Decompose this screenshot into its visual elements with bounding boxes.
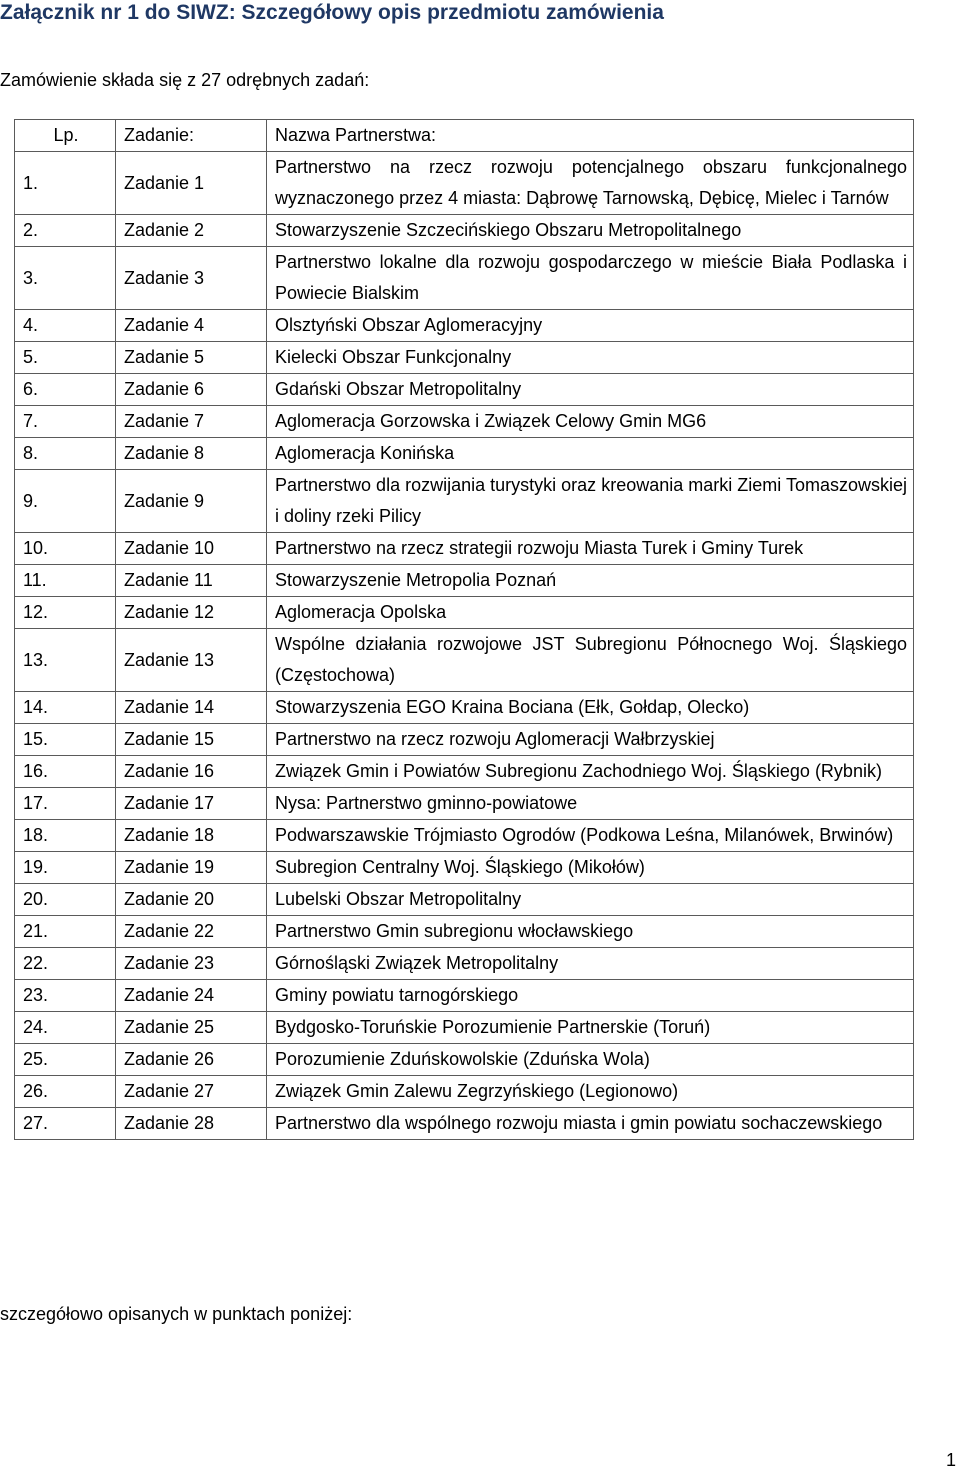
- cell-name: Wspólne działania rozwojowe JST Subregionu Północnego Woj. Śląskiego (Częstochowa): [267, 629, 914, 692]
- table-row: [15, 565, 914, 597]
- cell-lp: 10.: [15, 533, 116, 565]
- header-task: Zadanie:: [116, 120, 267, 152]
- cell-task: Zadanie 7: [116, 406, 267, 438]
- table-row: [15, 470, 914, 533]
- table-row: [15, 374, 914, 406]
- cell-name: Nysa: Partnerstwo gminno-powiatowe: [267, 788, 914, 820]
- cell-lp: 24.: [15, 1012, 116, 1044]
- table-row: [15, 1044, 914, 1076]
- page-number: 1: [945, 1450, 956, 1470]
- cell-name: Partnerstwo Gmin subregionu włocławskiego: [267, 916, 914, 948]
- cell-task: Zadanie 23: [116, 948, 267, 980]
- cell-task: Zadanie 22: [116, 916, 267, 948]
- cell-name: Gdański Obszar Metropolitalny: [267, 374, 914, 406]
- cell-lp: 21.: [15, 916, 116, 948]
- table-row: [15, 916, 914, 948]
- cell-task: Zadanie 28: [116, 1108, 267, 1140]
- cell-task: Zadanie 1: [116, 152, 267, 215]
- cell-task: Zadanie 4: [116, 310, 267, 342]
- cell-name: Kielecki Obszar Funkcjonalny: [267, 342, 914, 374]
- cell-name: Partnerstwo na rzecz rozwoju Aglomeracji Wałbrzyskiej: [267, 724, 914, 756]
- table-row: [15, 724, 914, 756]
- table-row: [15, 215, 914, 247]
- cell-name: Aglomeracja Gorzowska i Związek Celowy Gmin MG6: [267, 406, 914, 438]
- table-body: [15, 152, 914, 1140]
- cell-task: Zadanie 17: [116, 788, 267, 820]
- cell-lp: 23.: [15, 980, 116, 1012]
- cell-lp: 14.: [15, 692, 116, 724]
- cell-lp: 20.: [15, 884, 116, 916]
- table-row: [15, 1108, 914, 1140]
- table-row: [15, 533, 914, 565]
- intro-text: Zamówienie składa się z 27 odrębnych zadań:: [0, 70, 370, 90]
- table-row: [15, 852, 914, 884]
- table-row: [15, 152, 914, 215]
- cell-task: Zadanie 24: [116, 980, 267, 1012]
- table-row: [15, 820, 914, 852]
- cell-name: Stowarzyszenie Szczecińskiego Obszaru Metropolitalnego: [267, 215, 914, 247]
- table-row: [15, 438, 914, 470]
- cell-lp: 1.: [15, 152, 116, 215]
- outro-text: szczegółowo opisanych w punktach poniżej:: [0, 1304, 353, 1324]
- header-name: Nazwa Partnerstwa:: [267, 120, 914, 152]
- cell-task: Zadanie 14: [116, 692, 267, 724]
- table-row: [15, 629, 914, 692]
- cell-lp: 4.: [15, 310, 116, 342]
- cell-task: Zadanie 16: [116, 756, 267, 788]
- cell-lp: 8.: [15, 438, 116, 470]
- table-row: [15, 247, 914, 310]
- cell-name: Bydgosko-Toruńskie Porozumienie Partnerskie (Toruń): [267, 1012, 914, 1044]
- cell-task: Zadanie 26: [116, 1044, 267, 1076]
- cell-task: Zadanie 5: [116, 342, 267, 374]
- document-title: Załącznik nr 1 do SIWZ: Szczegółowy opis przedmiotu zamówienia: [0, 1, 664, 24]
- table-row: [15, 597, 914, 629]
- table-row: [15, 756, 914, 788]
- table-row: [15, 788, 914, 820]
- tasks-table: [14, 119, 914, 1140]
- cell-lp: 5.: [15, 342, 116, 374]
- cell-name: Subregion Centralny Woj. Śląskiego (Mikołów): [267, 852, 914, 884]
- cell-lp: 3.: [15, 247, 116, 310]
- cell-task: Zadanie 20: [116, 884, 267, 916]
- cell-name: Lubelski Obszar Metropolitalny: [267, 884, 914, 916]
- cell-name: Porozumienie Zduńskowolskie (Zduńska Wola): [267, 1044, 914, 1076]
- cell-name: Aglomeracja Konińska: [267, 438, 914, 470]
- cell-task: Zadanie 8: [116, 438, 267, 470]
- table-row: [15, 884, 914, 916]
- cell-task: Zadanie 13: [116, 629, 267, 692]
- cell-task: Zadanie 15: [116, 724, 267, 756]
- table-row: [15, 692, 914, 724]
- cell-lp: 26.: [15, 1076, 116, 1108]
- cell-task: Zadanie 2: [116, 215, 267, 247]
- cell-lp: 9.: [15, 470, 116, 533]
- cell-task: Zadanie 19: [116, 852, 267, 884]
- cell-lp: 7.: [15, 406, 116, 438]
- cell-name: Podwarszawskie Trójmiasto Ogrodów (Podkowa Leśna, Milanówek, Brwinów): [267, 820, 914, 852]
- cell-lp: 15.: [15, 724, 116, 756]
- table-row: [15, 1076, 914, 1108]
- cell-lp: 19.: [15, 852, 116, 884]
- table-row: [15, 406, 914, 438]
- cell-name: Gminy powiatu tarnogórskiego: [267, 980, 914, 1012]
- cell-task: Zadanie 3: [116, 247, 267, 310]
- cell-name: Partnerstwo na rzecz rozwoju potencjalnego obszaru funkcjonalnego wyznaczonego przez 4 miasta: Dąbrowę Tarnowską, Dębicę, Mielec i Tarnów: [267, 152, 914, 215]
- cell-lp: 13.: [15, 629, 116, 692]
- cell-task: Zadanie 10: [116, 533, 267, 565]
- cell-lp: 18.: [15, 820, 116, 852]
- table-header-row: [15, 120, 914, 152]
- cell-lp: 2.: [15, 215, 116, 247]
- cell-lp: 25.: [15, 1044, 116, 1076]
- table-row: [15, 342, 914, 374]
- cell-name: Partnerstwo dla rozwijania turystyki oraz kreowania marki Ziemi Tomaszowskiej i doliny rzeki Pilicy: [267, 470, 914, 533]
- cell-task: Zadanie 12: [116, 597, 267, 629]
- cell-name: Stowarzyszenie Metropolia Poznań: [267, 565, 914, 597]
- cell-task: Zadanie 25: [116, 1012, 267, 1044]
- cell-task: Zadanie 27: [116, 1076, 267, 1108]
- cell-name: Związek Gmin i Powiatów Subregionu Zachodniego Woj. Śląskiego (Rybnik): [267, 756, 914, 788]
- cell-task: Zadanie 11: [116, 565, 267, 597]
- table-row: [15, 1012, 914, 1044]
- cell-name: Aglomeracja Opolska: [267, 597, 914, 629]
- cell-task: Zadanie 9: [116, 470, 267, 533]
- cell-name: Związek Gmin Zalewu Zegrzyńskiego (Legionowo): [267, 1076, 914, 1108]
- table-row: [15, 948, 914, 980]
- cell-task: Zadanie 18: [116, 820, 267, 852]
- cell-task: Zadanie 6: [116, 374, 267, 406]
- header-lp: Lp.: [15, 120, 116, 152]
- cell-name: Olsztyński Obszar Aglomeracyjny: [267, 310, 914, 342]
- table-row: [15, 310, 914, 342]
- cell-lp: 22.: [15, 948, 116, 980]
- cell-name: Górnośląski Związek Metropolitalny: [267, 948, 914, 980]
- cell-name: Stowarzyszenia EGO Kraina Bociana (Ełk, Gołdap, Olecko): [267, 692, 914, 724]
- cell-name: Partnerstwo lokalne dla rozwoju gospodarczego w mieście Biała Podlaska i Powiecie Bialskim: [267, 247, 914, 310]
- cell-lp: 6.: [15, 374, 116, 406]
- cell-lp: 17.: [15, 788, 116, 820]
- cell-lp: 11.: [15, 565, 116, 597]
- cell-lp: 27.: [15, 1108, 116, 1140]
- cell-name: Partnerstwo na rzecz strategii rozwoju Miasta Turek i Gminy Turek: [267, 533, 914, 565]
- cell-name: Partnerstwo dla wspólnego rozwoju miasta i gmin powiatu sochaczewskiego: [267, 1108, 914, 1140]
- cell-lp: 12.: [15, 597, 116, 629]
- cell-lp: 16.: [15, 756, 116, 788]
- table-row: [15, 980, 914, 1012]
